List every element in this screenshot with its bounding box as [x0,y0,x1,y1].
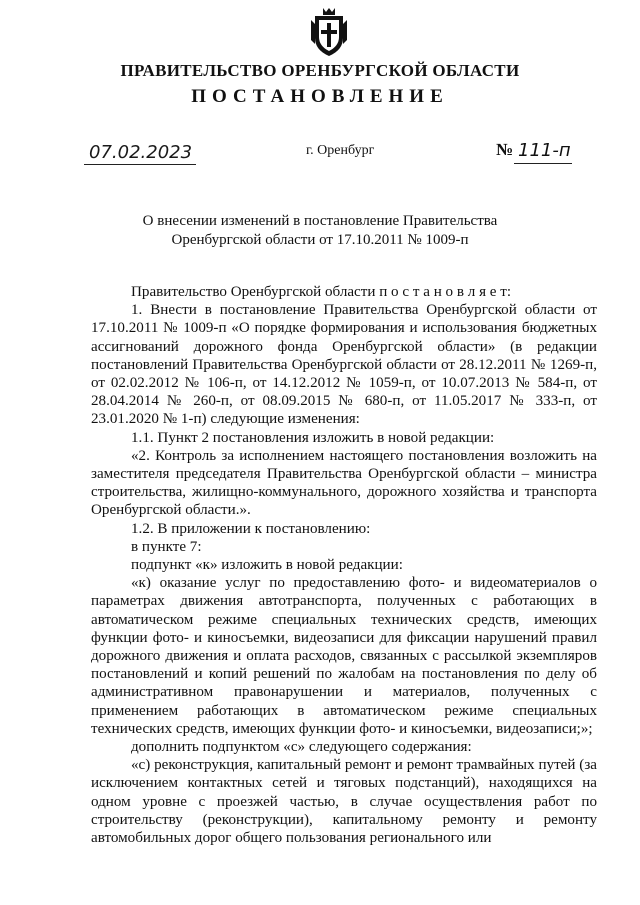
number-sign: № [496,140,514,159]
paragraph-1-2-k-text: «к) оказание услуг по предоставлению фото- и видеоматериалов о параметрах движения автотранспорта, полученных с работающих в автоматическом режиме специальных технических средств, имеющих функции фото- и киносъемки, видеозаписи для фиксации нарушений правил дорожного движения и оплата расходов, связанных с рассылкой экземпляров постановлений и копий решений по жалобам на постановления по делу об административном правонарушении и материалов, полученных с применением работающих в автоматическом режиме специальных технических средств, имеющих функции фото- и киносъемки, видеозаписи;»; [91,575,597,737]
paragraph-1-2-point7: в пункте 7: [131,538,202,555]
coat-of-arms-icon [309,6,349,60]
document-number: 111-п [518,140,571,161]
document-type: ПОСТАНОВЛЕНИЕ [191,86,449,107]
organization-title: ПРАВИТЕЛЬСТВО ОРЕНБУРГСКОЙ ОБЛАСТИ [120,61,520,80]
subject-line-1: О внесении изменений в постановление Правительства [142,213,498,229]
paragraph-1-2-subpoint-k: подпункт «к» изложить в новой редакции: [131,557,403,574]
paragraph-1-2-s-text: «с) реконструкция, капитальный ремонт и ремонт трамвайных путей (за исключением контактных сетей и тяговых подстанций), находящихся на одном уровне с проезжей частью, в случае осуществления работ по строительству (реконструкции), капитальному ремонту и ремонту автомобильных дорог общего пользования регионального или [91,757,597,847]
paragraph-1-2: 1.2. В приложении к постановлению: [131,520,371,537]
date-underline [84,164,196,165]
paragraph-1-1-text: «2. Контроль за исполнением настоящего постановления возложить на заместителя председателя Правительства Оренбургской области – министра строительства, жилищно-коммунального, дорожного хозяйства и транспорта Оренбургской области.». [91,447,597,519]
document-date: 07.02.2023 [89,142,193,163]
paragraph-1-2-add-s: дополнить подпунктом «с» следующего содержания: [131,739,472,756]
paragraph-1-1: 1.1. Пункт 2 постановления изложить в новой редакции: [131,429,495,446]
subject-line-2: Оренбургской области от 17.10.2011 № 1009-п [171,232,469,248]
document-city: г. Оренбург [306,143,375,158]
document-body [91,283,597,847]
paragraph-1: 1. Внести в постановление Правительства Оренбургской области от 17.10.2011 № 1009-п «О порядке формирования и использования бюджетных ассигнований дорожного фонда Оренбургской области» (в редакции постановлений Правительства Оренбургской области от 28.12.2011 № 1269-п, от 02.02.2012 № 106-п, от 14.12.2012 № 1059-п, от 10.07.2013 № 584-п, от 28.04.2014 № 260-п, от 08.09.2015 № 680-п, от 11.05.2017 № 333-п, от 23.01.2020 № 1-п) следующие изменения: [91,302,597,428]
number-underline [514,163,572,164]
preamble-paragraph: Правительство Оренбургской области п о с т а н о в л я е т: [131,284,512,300]
document-subject [0,212,640,250]
